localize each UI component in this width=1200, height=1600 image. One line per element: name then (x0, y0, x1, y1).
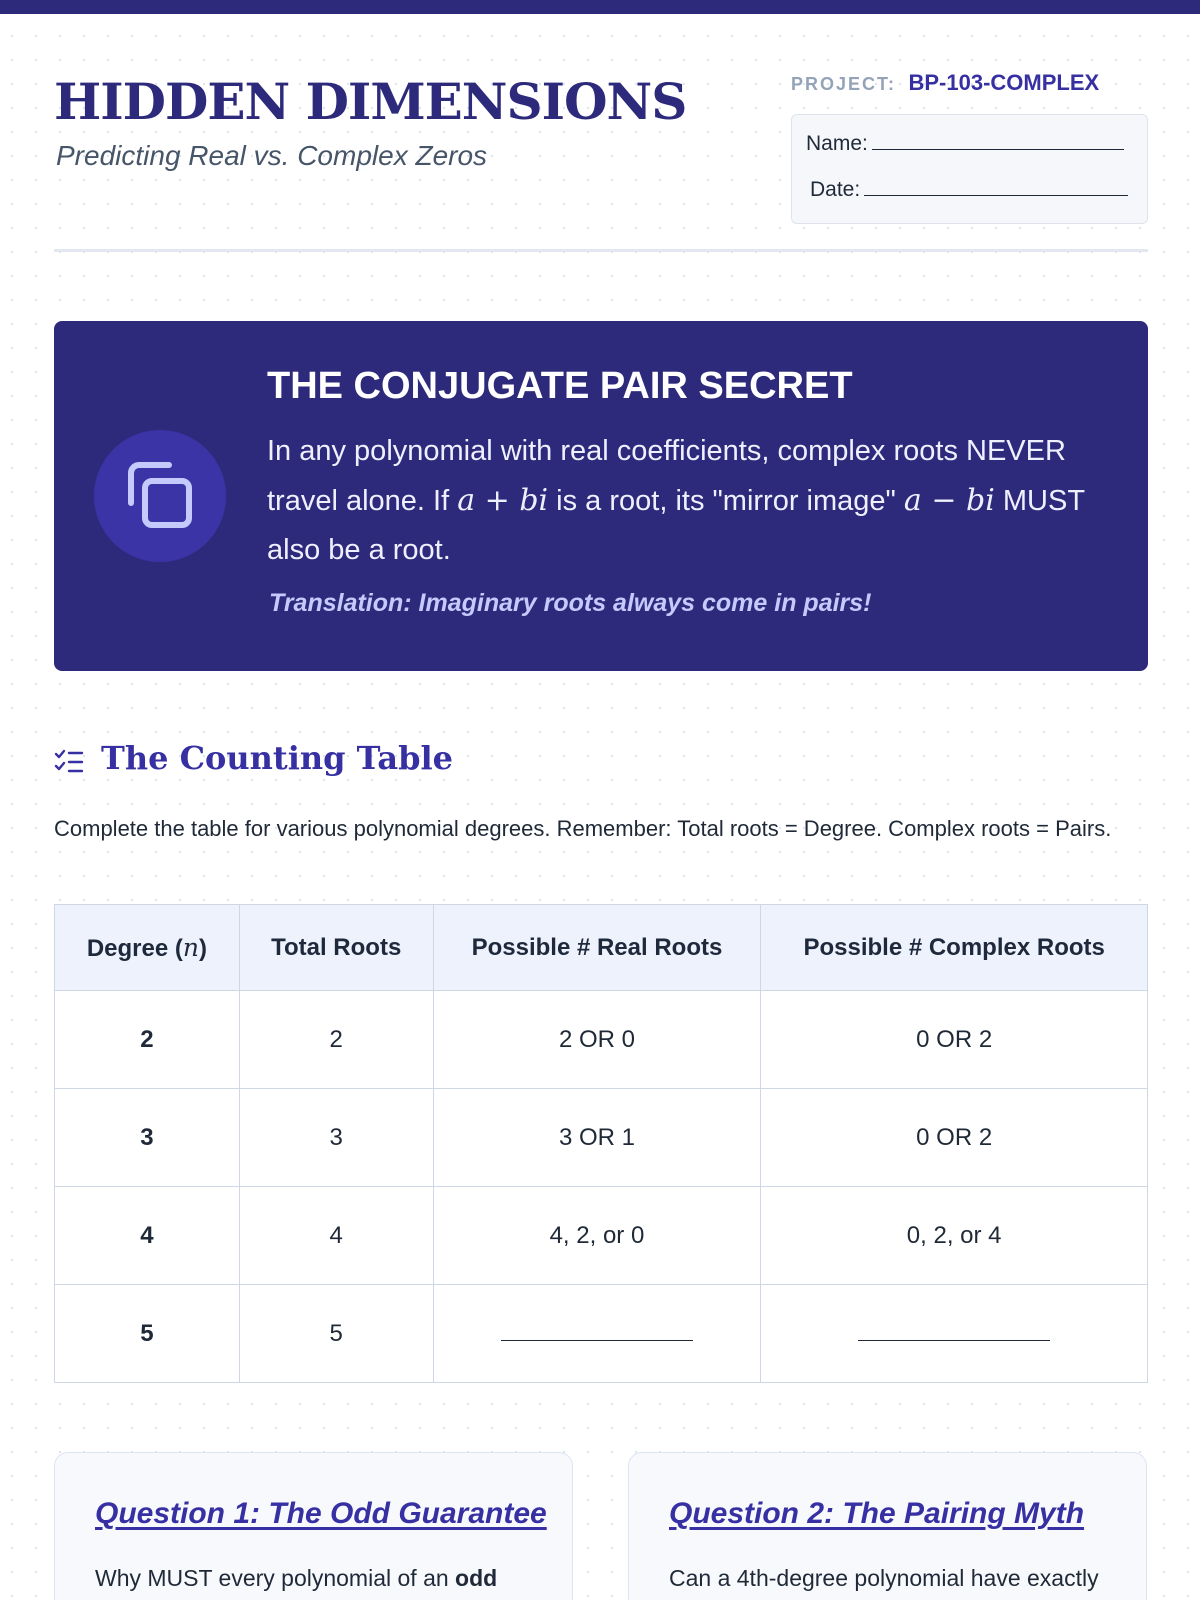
table-instructions: Complete the table for various polynomial degrees. Remember: Total roots = Degree. Complex roots = Pairs. (54, 816, 1112, 841)
total-cell: 3 (239, 1089, 433, 1187)
math-root: a + bi (457, 483, 549, 518)
complex-cell: 0, 2, or 4 (761, 1187, 1148, 1285)
question-2-body: Can a 4th-degree polynomial have exactly (669, 1565, 1099, 1591)
header-real-roots: Possible # Real Roots (433, 905, 761, 991)
table-row (55, 1187, 1148, 1285)
blank-line[interactable] (501, 1327, 693, 1341)
callout-body-text-2: is a root, its "mirror image" (548, 485, 904, 517)
page-subtitle: Predicting Real vs. Complex Zeros (56, 140, 488, 171)
top-accent-bar (0, 0, 1200, 14)
total-cell: 4 (239, 1187, 433, 1285)
copy-squares-icon (94, 430, 226, 562)
name-field[interactable] (806, 132, 1124, 156)
table-row (55, 1285, 1148, 1383)
header-divider (54, 249, 1148, 252)
real-answer-blank[interactable] (433, 1285, 761, 1383)
date-field[interactable] (810, 178, 1128, 202)
name-blank-line[interactable] (872, 134, 1124, 150)
question-1-title: Question 1: The Odd Guarantee (95, 1497, 547, 1530)
callout-body-text-3: MUST also be a root. (267, 485, 1085, 566)
header-total-roots: Total Roots (239, 905, 433, 991)
header-complex-roots: Possible # Complex Roots (761, 905, 1148, 991)
question-2-title: Question 2: The Pairing Myth (669, 1497, 1085, 1530)
math-conjugate: a − bi (903, 483, 995, 518)
degree-cell: 4 (55, 1187, 240, 1285)
total-cell: 5 (239, 1285, 433, 1383)
callout-body-text-1: In any polynomial with real coefficients, complex roots NEVER travel alone. If (267, 435, 1066, 517)
table-row (55, 1089, 1148, 1187)
name-label: Name: (806, 132, 868, 155)
real-cell: 2 OR 0 (433, 991, 761, 1089)
page-title: HIDDEN DIMENSIONS (54, 72, 687, 131)
header-degree: Degree (n) (55, 905, 240, 991)
callout-translation: Translation: Imaginary roots always come in pairs! (269, 589, 872, 617)
date-label: Date: (810, 178, 861, 201)
counting-table (54, 904, 1148, 1383)
worksheet-header (54, 62, 1148, 252)
question-card-2 (628, 1452, 1147, 1600)
degree-variable: n (182, 932, 199, 962)
conjugate-pair-callout (54, 321, 1148, 671)
checklist-icon (54, 749, 84, 780)
project-code: BP-103-COMPLEX (908, 70, 1100, 95)
table-row (55, 991, 1148, 1089)
blank-line[interactable] (858, 1327, 1050, 1341)
degree-cell: 3 (55, 1089, 240, 1187)
callout-title: THE CONJUGATE PAIR SECRET (267, 365, 853, 407)
total-cell: 2 (239, 991, 433, 1089)
complex-answer-blank[interactable] (761, 1285, 1148, 1383)
real-cell: 3 OR 1 (433, 1089, 761, 1187)
complex-cell: 0 OR 2 (761, 1089, 1148, 1187)
degree-cell: 5 (55, 1285, 240, 1383)
project-id (791, 70, 1099, 96)
question-1-body: Why MUST every polynomial of an odd (95, 1565, 498, 1591)
real-cell: 4, 2, or 0 (433, 1187, 761, 1285)
complex-cell: 0 OR 2 (761, 991, 1148, 1089)
question-card-1 (54, 1452, 573, 1600)
date-blank-line[interactable] (864, 180, 1128, 196)
table-header-row (55, 905, 1148, 991)
callout-body (267, 427, 1113, 575)
degree-cell: 2 (55, 991, 240, 1089)
name-date-box (791, 114, 1148, 224)
project-label: PROJECT: (791, 74, 897, 94)
section-title: The Counting Table (101, 739, 454, 777)
